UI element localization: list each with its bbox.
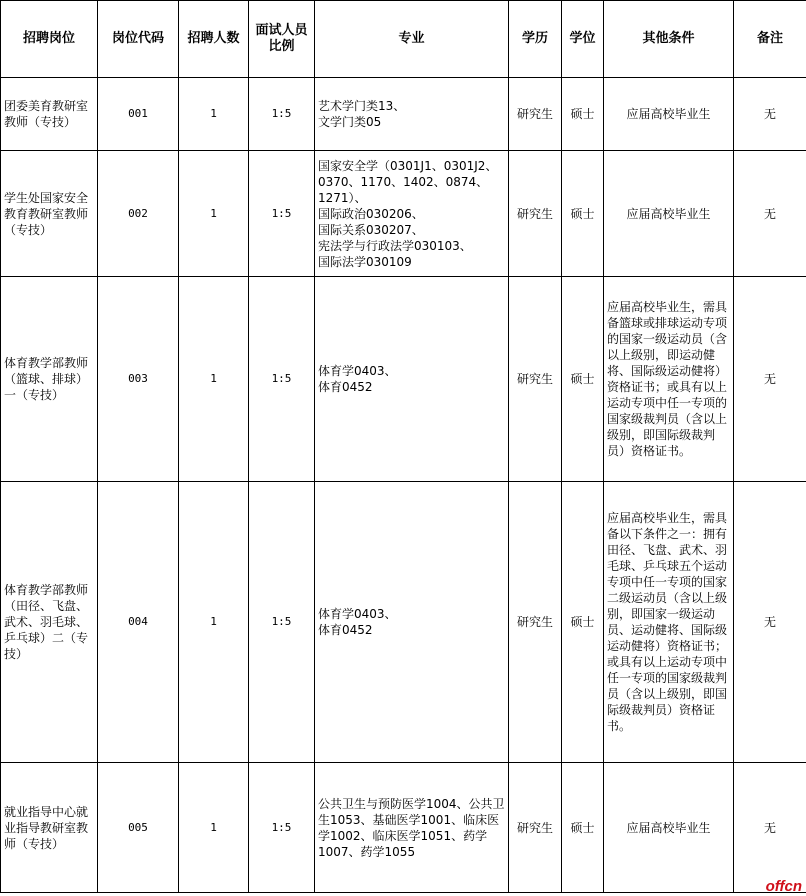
header-major: 专业 xyxy=(315,1,509,78)
cell-education: 研究生 xyxy=(509,78,562,151)
cell-degree: 硕士 xyxy=(562,78,604,151)
cell-degree: 硕士 xyxy=(562,482,604,763)
table-row xyxy=(1,763,806,893)
offcn-watermark: offcn xyxy=(765,878,802,895)
header-education: 学历 xyxy=(509,1,562,78)
cell-remarks: 无 xyxy=(734,78,806,151)
cell-count: 1 xyxy=(179,78,249,151)
cell-conditions: 应届高校毕业生 xyxy=(604,78,734,151)
cell-conditions: 应届高校毕业生，需具备以下条件之一：拥有田径、飞盘、武术、羽毛球、乒乓球五个运动专项中任一专项的国家二级运动员（含以上级别，即国家一级运动员、运动健将、国际级运动健将）资格证书；或具有以上运动专项中任一专项的国家级裁判员（含以上级别，即国际级裁判员）资格证书。 xyxy=(604,482,734,763)
table-row xyxy=(1,482,806,763)
cell-position: 体育教学部教师（篮球、排球）一（专技） xyxy=(1,277,98,482)
cell-ratio: 1:5 xyxy=(249,482,315,763)
cell-count: 1 xyxy=(179,763,249,893)
header-code: 岗位代码 xyxy=(98,1,179,78)
cell-count: 1 xyxy=(179,277,249,482)
cell-remarks: 无 xyxy=(734,151,806,277)
cell-code: 005 xyxy=(98,763,179,893)
cell-conditions: 应届高校毕业生 xyxy=(604,763,734,893)
cell-ratio: 1:5 xyxy=(249,277,315,482)
cell-position: 体育教学部教师（田径、飞盘、武术、羽毛球、乒乓球）二（专技） xyxy=(1,482,98,763)
cell-ratio: 1:5 xyxy=(249,151,315,277)
cell-conditions: 应届高校毕业生 xyxy=(604,151,734,277)
cell-ratio: 1:5 xyxy=(249,763,315,893)
cell-education: 研究生 xyxy=(509,482,562,763)
header-row xyxy=(1,1,806,78)
header-remarks: 备注 xyxy=(734,1,806,78)
cell-remarks: 无 xyxy=(734,277,806,482)
cell-major: 艺术学门类13、 文学门类05 xyxy=(315,78,509,151)
cell-degree: 硕士 xyxy=(562,763,604,893)
cell-position: 就业指导中心就业指导教研室教师（专技） xyxy=(1,763,98,893)
cell-position: 团委美育教研室教师（专技） xyxy=(1,78,98,151)
cell-education: 研究生 xyxy=(509,763,562,893)
table-row xyxy=(1,78,806,151)
table-row xyxy=(1,277,806,482)
cell-degree: 硕士 xyxy=(562,277,604,482)
cell-education: 研究生 xyxy=(509,277,562,482)
cell-major: 体育学0403、 体育0452 xyxy=(315,277,509,482)
header-ratio: 面试人员比例 xyxy=(249,1,315,78)
table-row xyxy=(1,151,806,277)
cell-code: 002 xyxy=(98,151,179,277)
cell-count: 1 xyxy=(179,151,249,277)
cell-code: 003 xyxy=(98,277,179,482)
cell-major: 公共卫生与预防医学1004、公共卫生1053、基础医学1001、临床医学1002、临床医学1051、药学1007、药学1055 xyxy=(315,763,509,893)
cell-remarks: 无 xyxy=(734,482,806,763)
cell-education: 研究生 xyxy=(509,151,562,277)
header-count: 招聘人数 xyxy=(179,1,249,78)
cell-remarks: 无 xyxy=(734,763,806,893)
cell-count: 1 xyxy=(179,482,249,763)
cell-code: 004 xyxy=(98,482,179,763)
cell-position: 学生处国家安全教育教研室教师（专技） xyxy=(1,151,98,277)
cell-major: 国家安全学（0301J1、0301J2、0370、1170、1402、0874、1271）、 国际政治030206、 国际关系030207、 宪法学与行政法学030103、 国际法学030109 xyxy=(315,151,509,277)
cell-ratio: 1:5 xyxy=(249,78,315,151)
cell-major: 体育学0403、 体育0452 xyxy=(315,482,509,763)
header-position: 招聘岗位 xyxy=(1,1,98,78)
cell-code: 001 xyxy=(98,78,179,151)
header-conditions: 其他条件 xyxy=(604,1,734,78)
header-degree: 学位 xyxy=(562,1,604,78)
cell-conditions: 应届高校毕业生，需具备篮球或排球运动专项的国家一级运动员（含以上级别，即运动健将、国际级运动健将）资格证书；或具有以上运动专项中任一专项的国家级裁判员（含以上级别，即国际级裁判员）资格证书。 xyxy=(604,277,734,482)
cell-degree: 硕士 xyxy=(562,151,604,277)
